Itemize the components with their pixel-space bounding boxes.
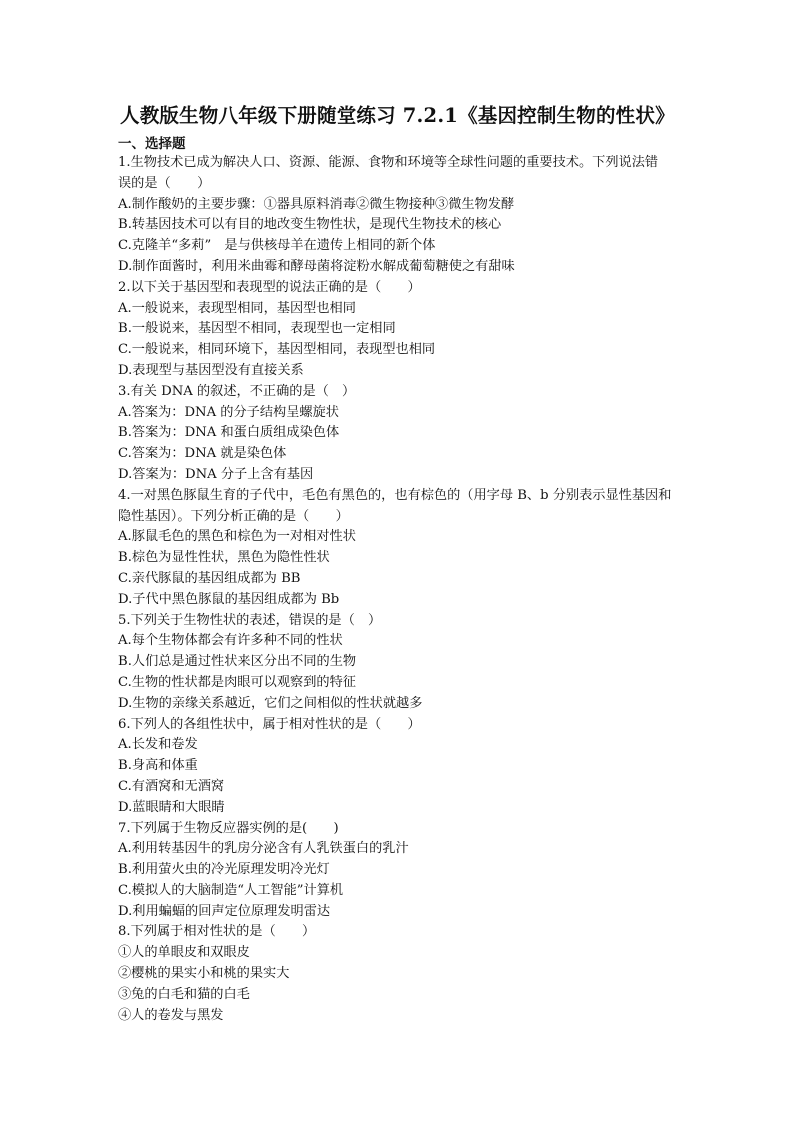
text-line: C.一般说来，相同环境下，基因型相同，表现型也相同 [118, 342, 436, 358]
question-list [118, 153, 708, 1026]
text-line: D.制作面酱时，利用米曲霉和酵母菌将淀粉水解成葡萄糖使之有甜味 [118, 258, 515, 274]
document-page [118, 103, 708, 1026]
text-line: C.答案为：DNA 就是染色体 [118, 446, 287, 462]
text-line: A.豚鼠毛色的黑色和棕色为一对相对性状 [118, 529, 356, 545]
text-line: C.亲代豚鼠的基因组成都为 BB [118, 570, 301, 586]
text-line: 6.下列人的各组性状中，属于相对性状的是（ ） [118, 716, 421, 732]
text-line: ④人的卷发与黑发 [118, 1007, 224, 1023]
text-line: A.每个生物体都会有许多种不同的性状 [118, 633, 343, 649]
text-line: 误的是（ ） [118, 175, 211, 191]
text-line: C.克隆羊“多莉” 是与供核母羊在遗传上相同的新个体 [118, 238, 436, 254]
text-line: 3.有关 DNA 的叙述，不正确的是（ ） [118, 383, 356, 399]
text-line: 7.下列属于生物反应器实例的是( ) [118, 820, 339, 836]
text-line: D.利用蝙蝠的回声定位原理发明雷达 [118, 903, 331, 919]
text-line: ①人的单眼皮和双眼皮 [118, 945, 250, 961]
text-line: 5.下列关于生物性状的表述，错误的是（ ） [118, 612, 382, 628]
text-line: A.答案为：DNA 的分子结构呈螺旋状 [118, 404, 339, 420]
text-line: B.答案为：DNA 和蛋白质组成染色体 [118, 425, 340, 441]
text-line: B.人们总是通过性状来区分出不同的生物 [118, 654, 357, 670]
text-line: 4.一对黑色豚鼠生育的子代中，毛色有黑色的，也有棕色的（用字母 B、b 分别表示显性基因和 [118, 487, 672, 503]
text-line: D.子代中黑色豚鼠的基因组成都为 Bb [118, 591, 340, 607]
text-line: A.一般说来，表现型相同，基因型也相同 [118, 300, 356, 316]
text-line: D.蓝眼睛和大眼睛 [118, 799, 225, 815]
text-line: C.生物的性状都是肉眼可以观察到的特征 [118, 674, 356, 690]
text-line: 隐性基因）。下列分析正确的是（ ） [118, 508, 349, 524]
text-line: B.身高和体重 [118, 758, 198, 774]
text-line: D.表现型与基因型没有直接关系 [118, 362, 304, 378]
text-line: C.模拟人的大脑制造“人工智能”计算机 [118, 882, 344, 898]
text-line: B.转基因技术可以有目的地改变生物性状，是现代生物技术的核心 [118, 217, 502, 233]
text-line: D.生物的亲缘关系越近，它们之间相似的性状就越多 [118, 695, 423, 711]
text-line: ②樱桃的果实小和桃的果实大 [118, 966, 290, 982]
text-line: A.利用转基因牛的乳房分泌含有人乳铁蛋白的乳汁 [118, 841, 409, 857]
text-line: B.利用萤火虫的冷光原理发明冷光灯 [118, 862, 330, 878]
document-title: 人教版生物八年级下册随堂练习 7.2.1《基因控制生物的性状》 [120, 104, 675, 127]
text-line: A.制作酸奶的主要步骤：①器具原料消毒②微生物接种③微生物发酵 [118, 196, 515, 212]
text-line: D.答案为：DNA 分子上含有基因 [118, 466, 314, 482]
section-heading: 一、选择题 [118, 136, 186, 152]
text-line: B.一般说来，基因型不相同，表现型也一定相同 [118, 321, 396, 337]
text-line: 8.下列属于相对性状的是（ ） [118, 924, 316, 940]
text-line: C.有酒窝和无酒窝 [118, 778, 225, 794]
text-line: B.棕色为显性性状，黑色为隐性性状 [118, 550, 330, 566]
text-line: 1.生物技术已成为解决人口、资源、能源、食物和环境等全球性问题的重要技术。下列说法错 [118, 155, 659, 170]
text-line: 2.以下关于基因型和表现型的说法正确的是（ ） [118, 279, 421, 295]
text-line: A.长发和卷发 [118, 737, 198, 753]
text-line: ③兔的白毛和猫的白毛 [118, 986, 250, 1002]
